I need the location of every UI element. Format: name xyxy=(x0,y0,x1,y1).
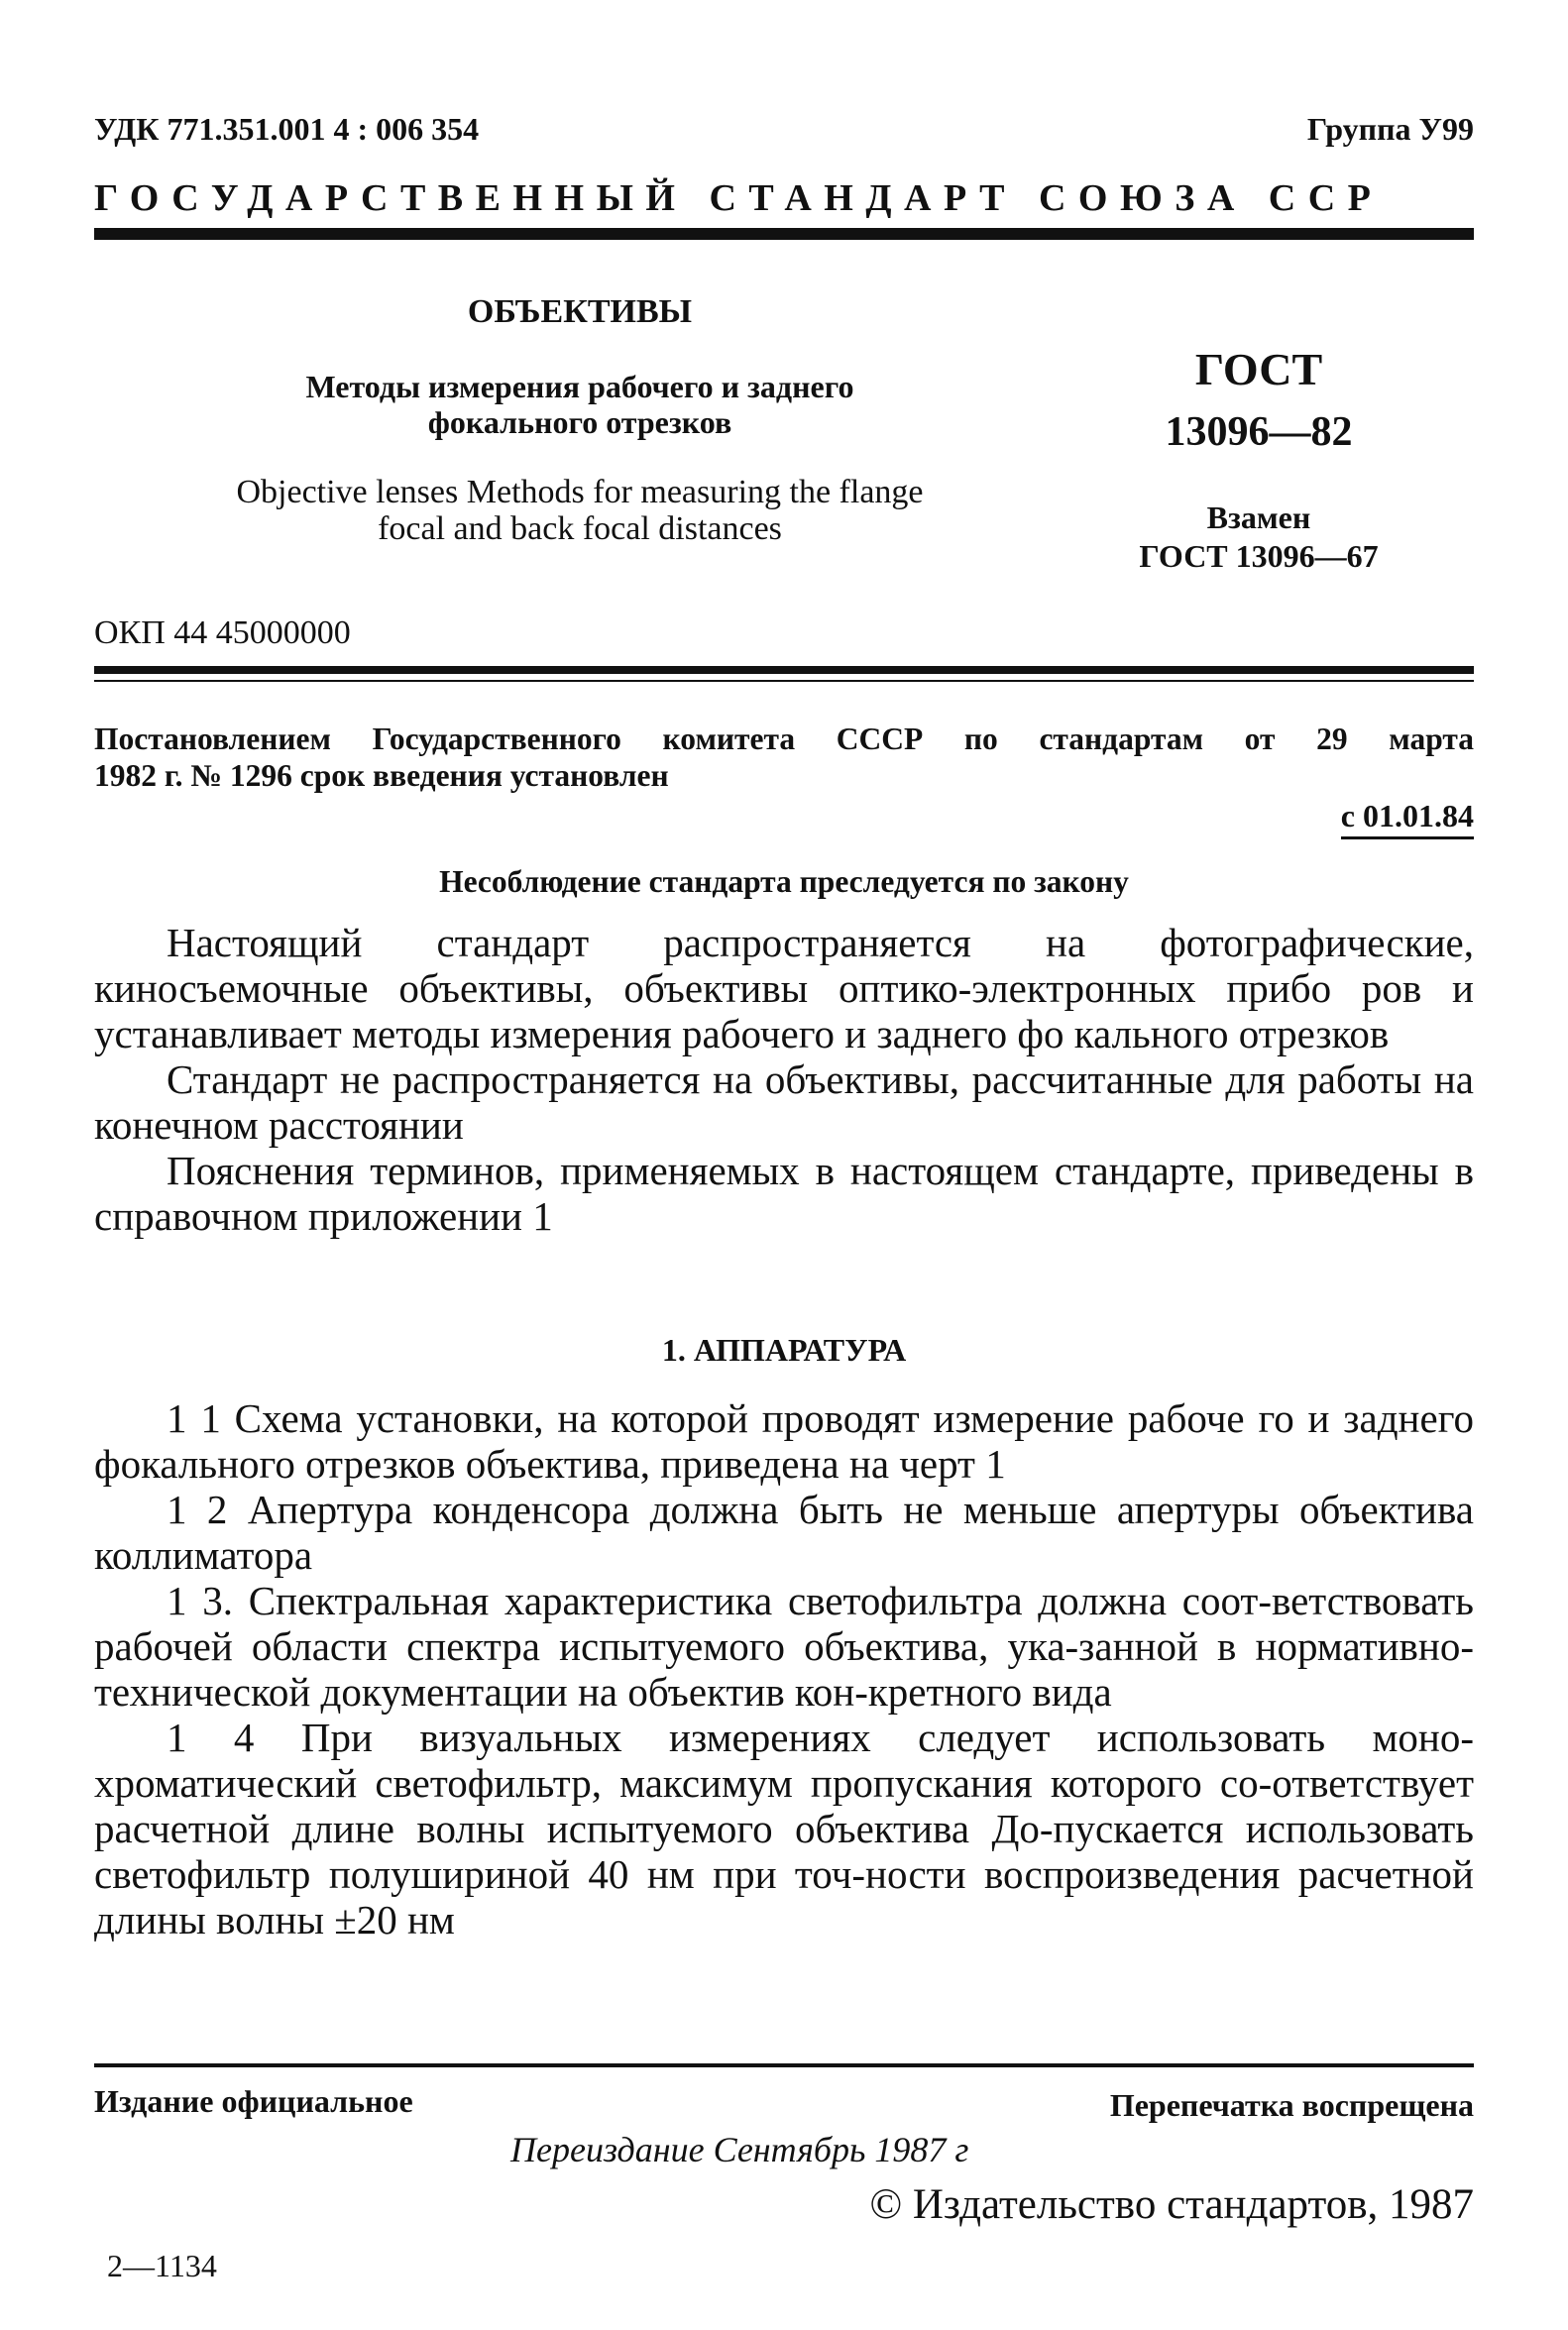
middle-rule-thin xyxy=(94,680,1474,682)
middle-rule-thick xyxy=(94,666,1474,674)
item-1-2: 1 2 Апертура конденсора должна быть не меньше апертуры объектива коллиматора xyxy=(94,1487,1474,1578)
english-title-line-1: Objective lenses Methods for measuring the flange xyxy=(236,474,924,510)
decree-line-1: Постановлением Государственного комитета СССР по стандартам от 29 марта xyxy=(94,721,1474,756)
copyright-line: © Издательство стандартов, 1987 xyxy=(869,2181,1474,2228)
item-1-3: 1 3. Спектральная характеристика светофильтра должна соот-ветствовать рабочей области спектра испытуемого объектива, ука-занной в нормативно-технической документации на объектив кон-кретного вида xyxy=(94,1578,1474,1715)
introduction-date: с 01.01.84 xyxy=(1341,798,1474,839)
intro-text xyxy=(94,920,1474,1239)
subtitle-line-1: Методы измерения рабочего и заднего xyxy=(305,369,854,404)
replaces-label: Взамен xyxy=(1206,499,1311,535)
group-code: Группа У99 xyxy=(1306,111,1474,147)
intro-paragraph-1: Настоящий стандарт распространяется на фотографические, киносъемочные объективы, объективы оптико-электронных прибо ров и устанавливает методы измерения рабочего и заднего фо кального отрезков xyxy=(94,920,1474,1056)
law-notice: Несоблюдение стандарта преследуется по закону xyxy=(439,864,1129,899)
gost-number: 13096—82 xyxy=(1165,409,1353,455)
english-title-line-2: focal and back focal distances xyxy=(378,510,782,547)
subtitle-line-2: фокального отрезков xyxy=(427,404,732,440)
print-code: 2—1134 xyxy=(107,2248,217,2283)
intro-paragraph-3: Пояснения терминов, применяемых в настоящем стандарте, приведены в справочном приложении 1 xyxy=(94,1148,1474,1239)
item-1-4: 1 4 При визуальных измерениях следует использовать моно-хроматический светофильтр, максимум пропускания которого со-ответствует расчетной длине волны испытуемого объектива До-пускается использовать светофильтр полушириной 40 нм при точ-ности воспроизведения расчетной длины волны ±20 нм xyxy=(94,1715,1474,1942)
reissue-note: Переиздание Сентябрь 1987 г xyxy=(510,2130,969,2169)
okp-code: ОКП 44 45000000 xyxy=(94,614,351,651)
official-edition-label: Издание официальное xyxy=(94,2083,413,2119)
no-reprint-label: Перепечатка воспрещена xyxy=(1109,2087,1474,2123)
top-thick-rule xyxy=(94,228,1474,240)
standard-banner: ГОСУДАРСТВЕННЫЙ СТАНДАРТ СОЮЗА ССР xyxy=(94,177,1384,219)
replaces-number: ГОСТ 13096—67 xyxy=(1139,538,1379,574)
document-title: ОБЪЕКТИВЫ xyxy=(467,293,693,330)
section-1-text xyxy=(94,1395,1474,1942)
footer-rule xyxy=(94,2063,1474,2067)
item-1-1: 1 1 Схема установки, на которой проводят измерение рабоче го и заднего фокального отрезков объектива, приведена на черт 1 xyxy=(94,1395,1474,1487)
section-1-heading: 1. АППАРАТУРА xyxy=(661,1332,907,1368)
intro-paragraph-2: Стандарт не распространяется на объективы, рассчитанные для работы на конечном расстоянии xyxy=(94,1056,1474,1148)
decree-line-2: 1982 г. № 1296 срок введения установлен xyxy=(94,758,669,793)
udk-code: УДК 771.351.001 4 : 006 354 xyxy=(94,111,480,147)
gost-label: ГОСТ xyxy=(1194,344,1323,394)
